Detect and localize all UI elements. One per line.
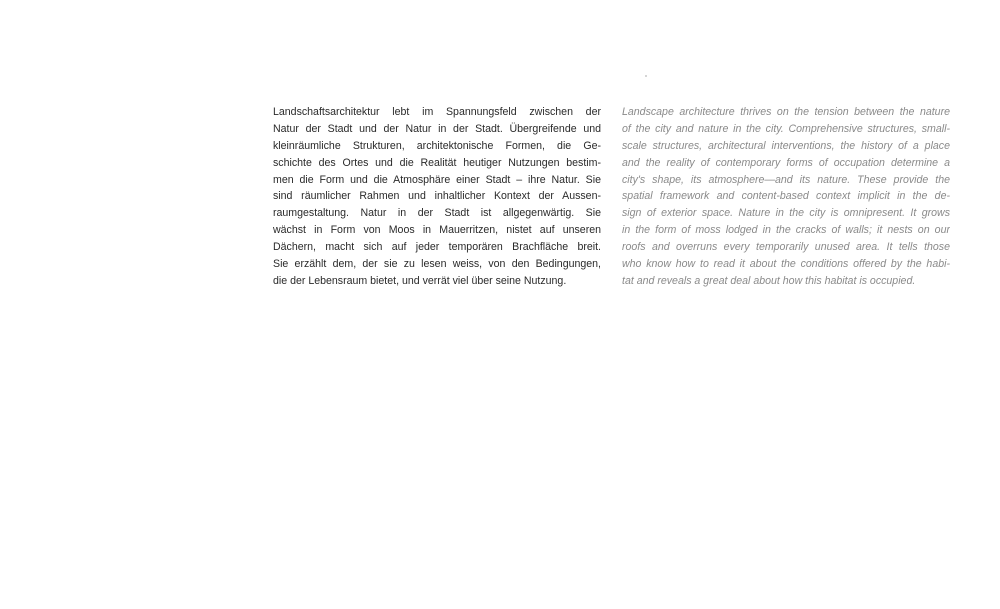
german-line: schichte des Ortes und die Realität heutiger Nutzungen bestim- xyxy=(273,156,601,169)
english-line: city's shape, its atmosphere—and its nature. These provide the xyxy=(622,173,950,186)
english-line: tat and reveals a great deal about how this habitat is occupied. xyxy=(622,274,916,287)
german-line: wächst in Form von Moos in Mauerritzen, nistet auf unseren xyxy=(273,224,601,237)
english-line: of the city and nature in the city. Comprehensive structures, small- xyxy=(622,122,950,135)
english-line: Landscape architecture thrives on the tension between the nature xyxy=(622,106,950,118)
german-line: Sie erzählt dem, der sie zu lesen weiss, von den Bedingungen, xyxy=(273,258,601,271)
german-text-column xyxy=(273,104,601,290)
english-line: in the form of moss lodged in the cracks of walls; it nests on our xyxy=(622,224,950,237)
german-line: kleinräumliche Strukturen, architektonische Formen, die Ge- xyxy=(273,139,601,152)
english-line: spatial framework and content-based context implicit in the de- xyxy=(622,190,950,203)
german-line: Dächern, macht sich auf jeder temporären Brachfläche breit. xyxy=(273,241,601,254)
print-speck xyxy=(645,75,647,77)
german-line: sind räumlicher Rahmen und inhaltlicher Kontext der Aussen- xyxy=(273,190,601,203)
german-line: men die Form und die Atmosphäre einer Stadt – ihre Natur. Sie xyxy=(273,173,601,186)
english-line: scale structures, architectural interventions, the history of a place xyxy=(622,139,950,152)
english-line: who know how to read it about the conditions offered by the habi- xyxy=(622,258,950,271)
english-line: and the reality of contemporary forms of occupation determine a xyxy=(622,156,950,169)
german-line: Natur der Stadt und der Natur in der Stadt. Übergreifende und xyxy=(273,122,601,135)
english-line: roofs and overruns every temporarily unused area. It tells those xyxy=(622,241,950,254)
english-text-column xyxy=(622,104,950,290)
german-line: raumgestaltung. Natur in der Stadt ist allgegenwärtig. Sie xyxy=(273,207,601,220)
german-line: die der Lebensraum bietet, und verrät viel über seine Nutzung. xyxy=(273,274,567,287)
german-line: Landschaftsarchitektur lebt im Spannungsfeld zwischen der xyxy=(273,106,601,118)
english-line: sign of exterior space. Nature in the city is omnipresent. It grows xyxy=(622,207,950,220)
